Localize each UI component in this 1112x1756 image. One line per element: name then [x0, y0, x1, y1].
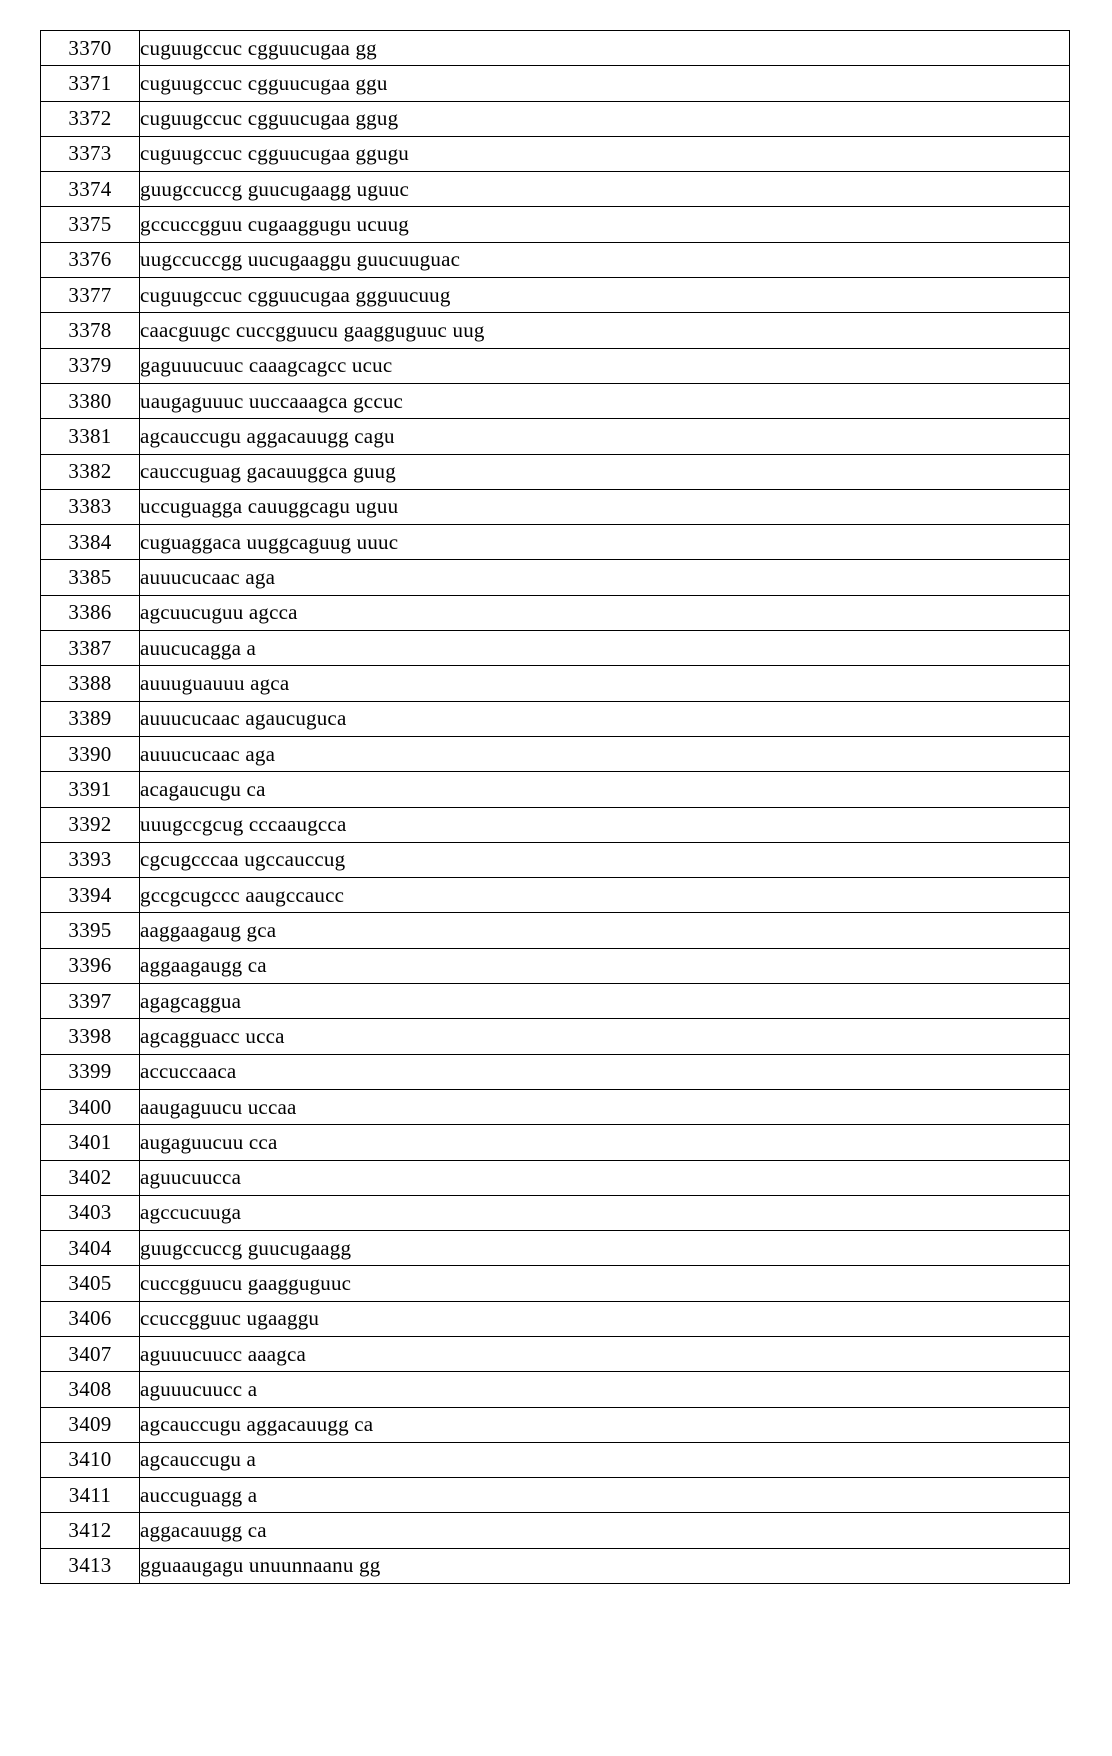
sequence-text: cuguugccuc cgguucugaa ggug [140, 101, 1070, 136]
sequence-text: auuucucaac aga [140, 736, 1070, 771]
sequence-id: 3378 [41, 313, 140, 348]
table-row [41, 1301, 1070, 1336]
sequence-text: aaggaagaug gca [140, 913, 1070, 948]
sequence-id: 3411 [41, 1478, 140, 1513]
sequence-id: 3377 [41, 278, 140, 313]
table-body [41, 31, 1070, 1584]
sequence-id: 3383 [41, 489, 140, 524]
sequence-id: 3408 [41, 1372, 140, 1407]
sequence-text: ccuccgguuc ugaaggu [140, 1301, 1070, 1336]
sequence-text: aguuucuucc a [140, 1372, 1070, 1407]
table-row [41, 136, 1070, 171]
table-row [41, 948, 1070, 983]
sequence-text: aaugaguucu uccaa [140, 1089, 1070, 1124]
sequence-text: agcauccugu aggacauugg ca [140, 1407, 1070, 1442]
sequence-id: 3374 [41, 172, 140, 207]
table-row [41, 383, 1070, 418]
sequence-text: auuucucaac agaucuguca [140, 701, 1070, 736]
table-row [41, 313, 1070, 348]
sequence-text: agagcaggua [140, 984, 1070, 1019]
sequence-id: 3392 [41, 807, 140, 842]
table-row [41, 1089, 1070, 1124]
sequence-text: guugccuccg guucugaagg [140, 1231, 1070, 1266]
sequence-id: 3410 [41, 1442, 140, 1477]
sequence-text: cgcugcccaa ugccauccug [140, 842, 1070, 877]
sequence-id: 3371 [41, 66, 140, 101]
table-row [41, 984, 1070, 1019]
table-row [41, 348, 1070, 383]
sequence-text: auucucagga a [140, 631, 1070, 666]
sequence-text: cuguugccuc cgguucugaa ggu [140, 66, 1070, 101]
sequence-id: 3400 [41, 1089, 140, 1124]
sequence-id: 3386 [41, 595, 140, 630]
sequence-id: 3391 [41, 772, 140, 807]
sequence-text: aggaagaugg ca [140, 948, 1070, 983]
sequence-id: 3388 [41, 666, 140, 701]
table-row [41, 807, 1070, 842]
sequence-text: gccgcugccc aaugccaucc [140, 878, 1070, 913]
sequence-text: cuguugccuc cgguucugaa ggugu [140, 136, 1070, 171]
table-row [41, 1548, 1070, 1583]
sequence-text: cuguaggaca uuggcaguug uuuc [140, 525, 1070, 560]
sequence-text: uaugaguuuc uuccaaagca gccuc [140, 383, 1070, 418]
sequence-text: aguucuucca [140, 1160, 1070, 1195]
table-row [41, 1478, 1070, 1513]
sequence-text: agcauccugu aggacauugg cagu [140, 419, 1070, 454]
sequence-id: 3407 [41, 1336, 140, 1371]
table-row [41, 595, 1070, 630]
table-row [41, 1336, 1070, 1371]
sequence-id: 3375 [41, 207, 140, 242]
table-row [41, 31, 1070, 66]
sequence-id: 3402 [41, 1160, 140, 1195]
table-row [41, 1054, 1070, 1089]
sequence-id: 3379 [41, 348, 140, 383]
sequence-id: 3381 [41, 419, 140, 454]
sequence-id: 3370 [41, 31, 140, 66]
sequence-text: agcauccugu a [140, 1442, 1070, 1477]
table-row [41, 560, 1070, 595]
table-row [41, 525, 1070, 560]
table-row [41, 1513, 1070, 1548]
sequence-id: 3390 [41, 736, 140, 771]
sequence-id: 3373 [41, 136, 140, 171]
sequence-text: agccucuuga [140, 1195, 1070, 1230]
table-row [41, 1407, 1070, 1442]
sequence-id: 3382 [41, 454, 140, 489]
sequence-id: 3384 [41, 525, 140, 560]
sequence-text: acagaucugu ca [140, 772, 1070, 807]
sequence-id: 3412 [41, 1513, 140, 1548]
sequence-listing-table [40, 30, 1070, 1584]
sequence-id: 3389 [41, 701, 140, 736]
sequence-text: aguuucuucc aaagca [140, 1336, 1070, 1371]
sequence-text: auccuguagg a [140, 1478, 1070, 1513]
table-row [41, 1195, 1070, 1230]
sequence-text: guugccuccg guucugaagg uguuc [140, 172, 1070, 207]
table-row [41, 278, 1070, 313]
table-row [41, 913, 1070, 948]
sequence-id: 3394 [41, 878, 140, 913]
table-row [41, 736, 1070, 771]
sequence-id: 3398 [41, 1019, 140, 1054]
table-row [41, 419, 1070, 454]
sequence-text: uuugccgcug cccaaugcca [140, 807, 1070, 842]
sequence-id: 3399 [41, 1054, 140, 1089]
sequence-id: 3387 [41, 631, 140, 666]
sequence-id: 3376 [41, 242, 140, 277]
sequence-id: 3409 [41, 1407, 140, 1442]
sequence-id: 3372 [41, 101, 140, 136]
sequence-text: cuguugccuc cgguucugaa ggguucuug [140, 278, 1070, 313]
table-row [41, 701, 1070, 736]
sequence-text: uugccuccgg uucugaaggu guucuuguac [140, 242, 1070, 277]
sequence-text: accuccaaca [140, 1054, 1070, 1089]
sequence-id: 3403 [41, 1195, 140, 1230]
table-row [41, 1266, 1070, 1301]
sequence-id: 3380 [41, 383, 140, 418]
table-row [41, 454, 1070, 489]
sequence-text: agcagguacc ucca [140, 1019, 1070, 1054]
table-row [41, 842, 1070, 877]
sequence-text: uccuguagga cauuggcagu uguu [140, 489, 1070, 524]
table-row [41, 66, 1070, 101]
sequence-text: gguaaugagu unuunnaanu gg [140, 1548, 1070, 1583]
sequence-text: gccuccgguu cugaaggugu ucuug [140, 207, 1070, 242]
sequence-id: 3396 [41, 948, 140, 983]
sequence-id: 3413 [41, 1548, 140, 1583]
table-row [41, 172, 1070, 207]
sequence-id: 3395 [41, 913, 140, 948]
sequence-id: 3385 [41, 560, 140, 595]
table-row [41, 772, 1070, 807]
table-row [41, 101, 1070, 136]
table-row [41, 878, 1070, 913]
sequence-id: 3404 [41, 1231, 140, 1266]
table-row [41, 489, 1070, 524]
table-row [41, 207, 1070, 242]
table-row [41, 1160, 1070, 1195]
sequence-text: caacguugc cuccgguucu gaagguguuc uug [140, 313, 1070, 348]
sequence-id: 3401 [41, 1125, 140, 1160]
table-row [41, 1019, 1070, 1054]
sequence-text: auuucucaac aga [140, 560, 1070, 595]
sequence-id: 3393 [41, 842, 140, 877]
sequence-text: agcuucuguu agcca [140, 595, 1070, 630]
sequence-text: cuccgguucu gaagguguuc [140, 1266, 1070, 1301]
sequence-id: 3397 [41, 984, 140, 1019]
sequence-text: aggacauugg ca [140, 1513, 1070, 1548]
sequence-text: gaguuucuuc caaagcagcc ucuc [140, 348, 1070, 383]
sequence-id: 3405 [41, 1266, 140, 1301]
table-row [41, 1231, 1070, 1266]
sequence-text: augaguucuu cca [140, 1125, 1070, 1160]
sequence-text: cuguugccuc cgguucugaa gg [140, 31, 1070, 66]
table-row [41, 666, 1070, 701]
table-row [41, 1125, 1070, 1160]
table-row [41, 242, 1070, 277]
table-row [41, 631, 1070, 666]
sequence-text: cauccuguag gacauuggca guug [140, 454, 1070, 489]
table-row [41, 1372, 1070, 1407]
sequence-id: 3406 [41, 1301, 140, 1336]
sequence-text: auuuguauuu agca [140, 666, 1070, 701]
table-row [41, 1442, 1070, 1477]
